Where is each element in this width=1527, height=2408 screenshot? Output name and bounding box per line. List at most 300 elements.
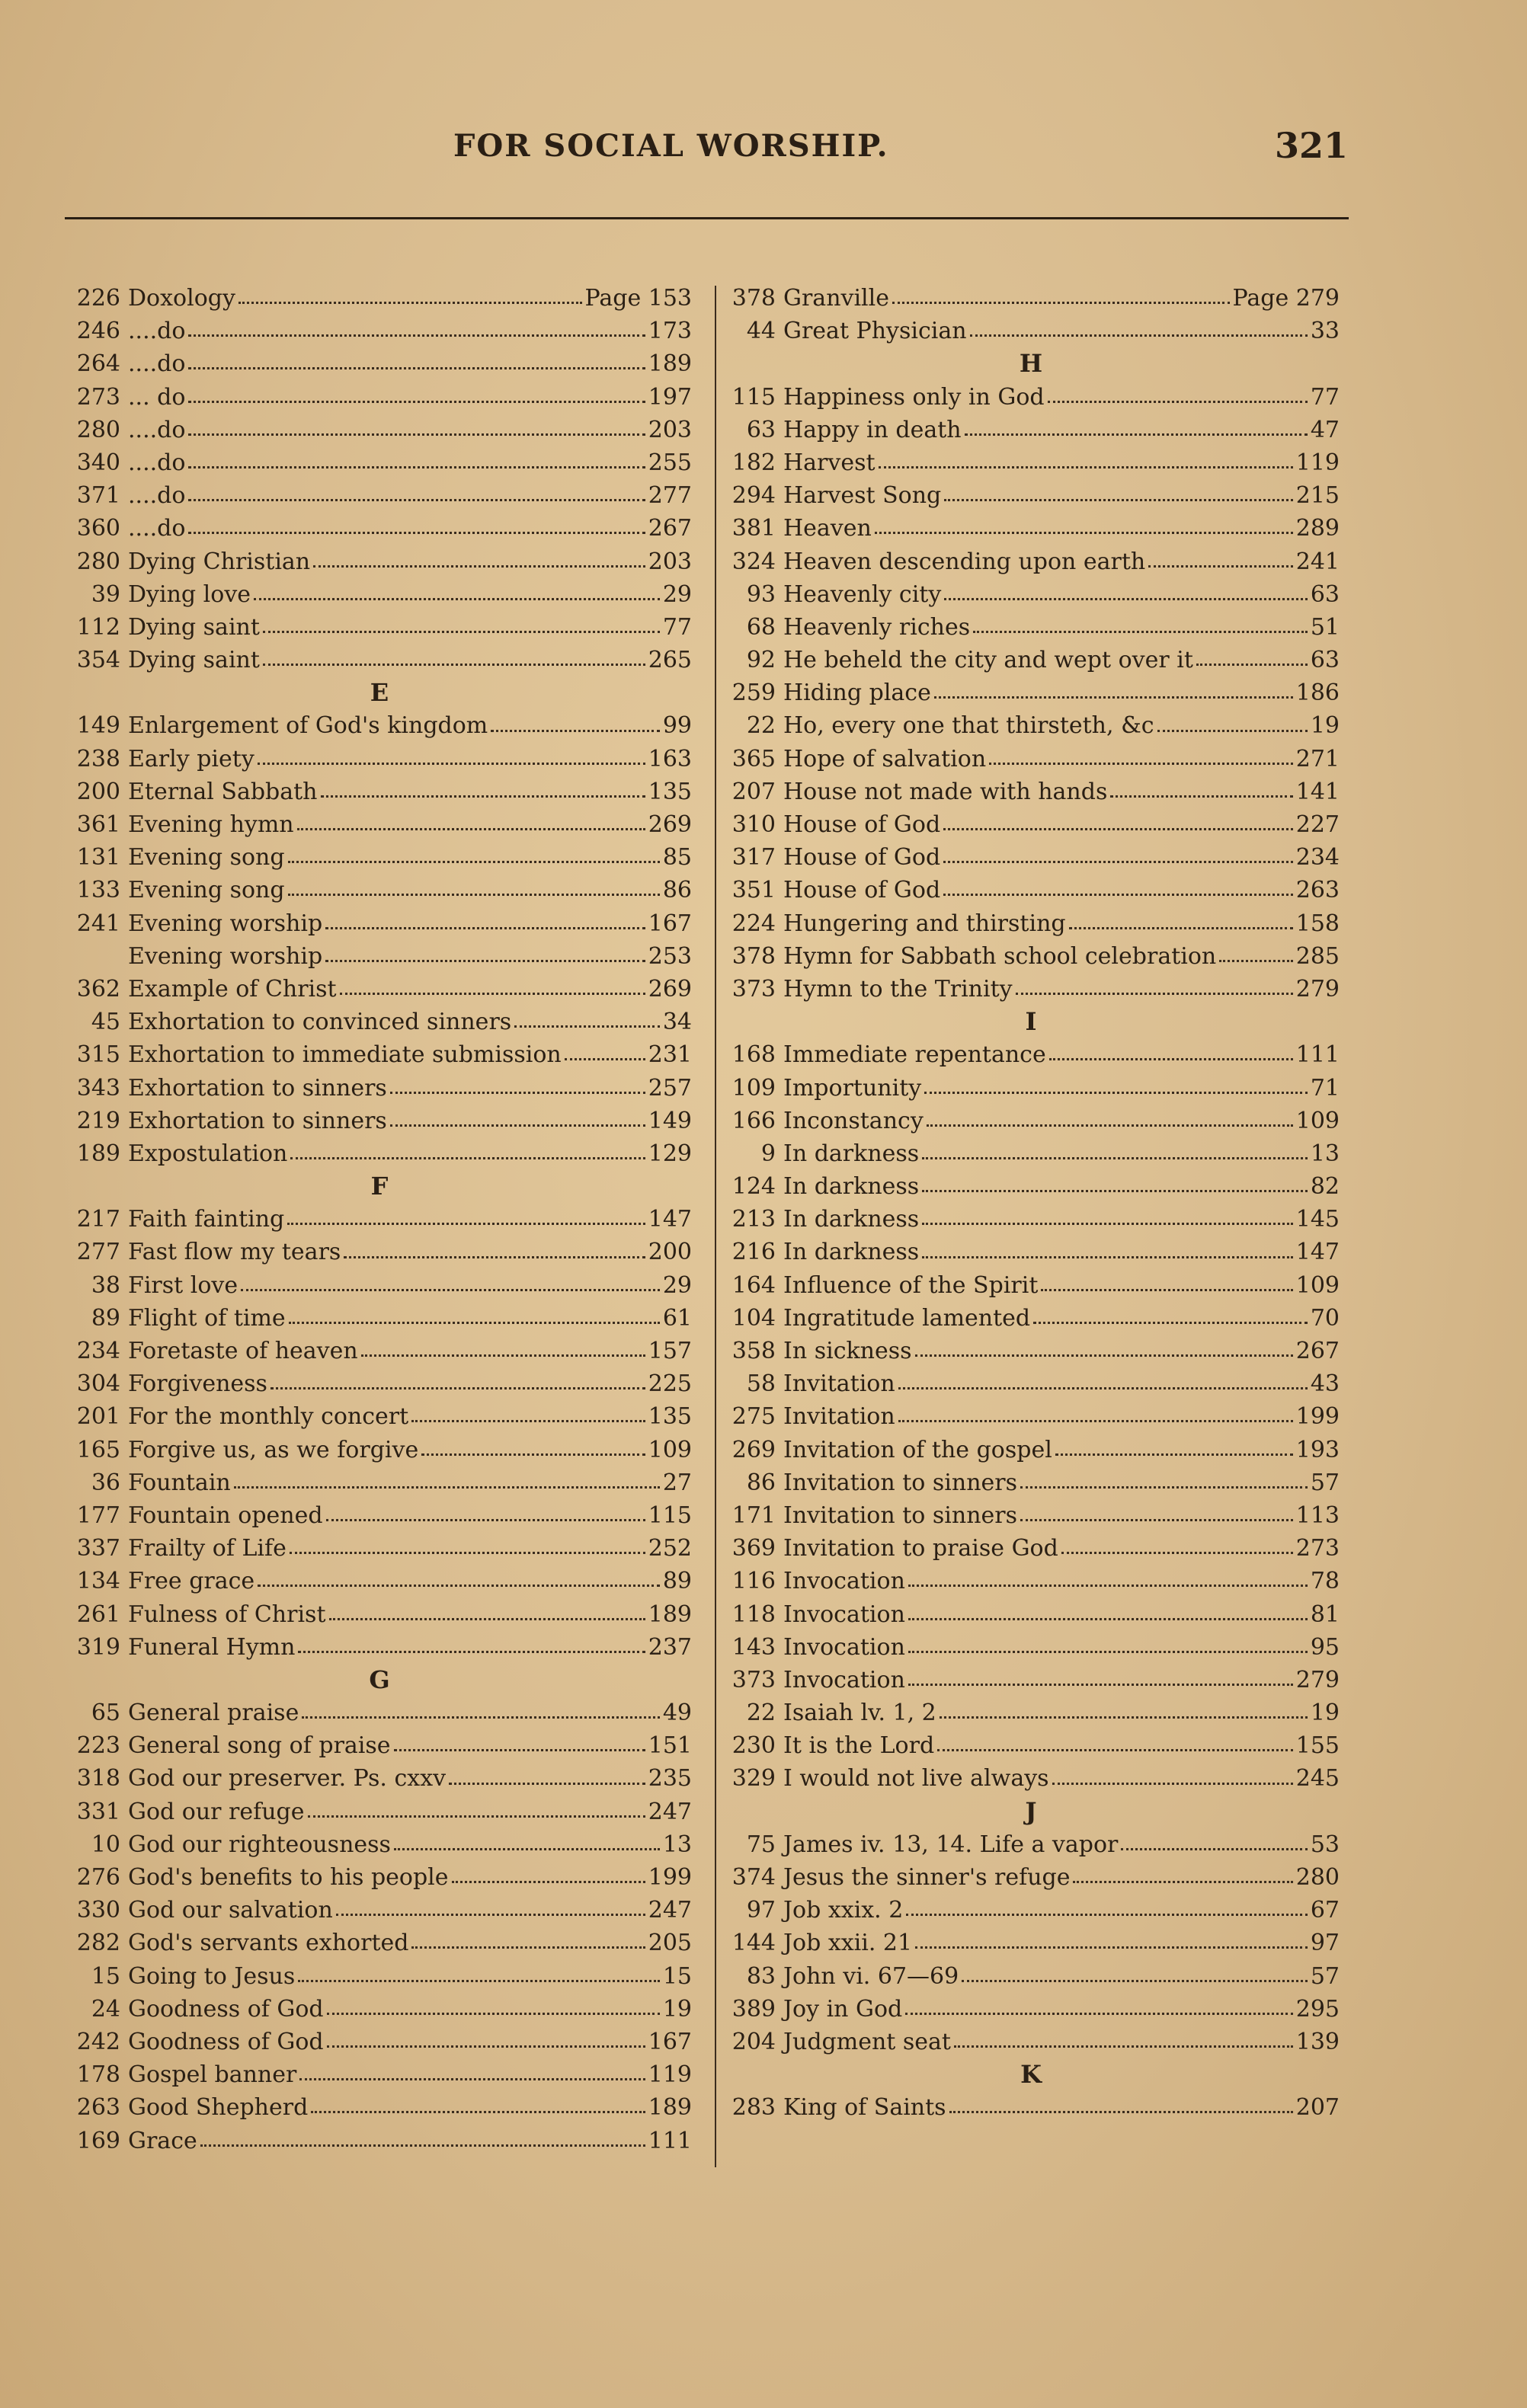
hymn-title: General praise	[128, 1700, 299, 1727]
hymn-number: 283	[731, 2094, 776, 2122]
dot-leader	[1069, 927, 1293, 929]
page-ref: 19	[1310, 712, 1340, 740]
page-ref: 29	[662, 1271, 692, 1299]
index-entry	[722, 1894, 1340, 1927]
index-entry	[722, 1434, 1340, 1466]
hymn-number: 329	[731, 1765, 776, 1792]
index-entry	[67, 1236, 692, 1268]
index-entry	[67, 1269, 692, 1302]
index-entry	[67, 940, 692, 973]
page-ref: 77	[1310, 383, 1340, 411]
hymn-title: It is the Lord	[783, 1732, 935, 1760]
dot-leader	[1041, 1289, 1292, 1291]
dot-leader	[1157, 730, 1308, 732]
section-letter: K	[1020, 2060, 1042, 2090]
index-entry	[67, 347, 692, 380]
page-number: 321	[1275, 125, 1349, 166]
hymn-title: Inconstancy	[783, 1107, 924, 1134]
hymn-number: 216	[731, 1239, 776, 1266]
dot-leader	[263, 664, 645, 666]
hymn-number: 177	[76, 1501, 120, 1529]
dot-leader	[258, 1585, 660, 1587]
page-ref: 135	[648, 1403, 692, 1431]
hymn-number: 373	[731, 975, 776, 1003]
page-ref: 82	[1310, 1173, 1340, 1201]
hymn-number: 264	[76, 350, 120, 378]
hymn-number: 58	[746, 1370, 776, 1398]
index-entry	[722, 1664, 1340, 1696]
index-entry	[67, 1335, 692, 1367]
hymn-number: 378	[731, 942, 776, 970]
dot-leader	[989, 763, 1293, 765]
hymn-title: House of God	[783, 844, 941, 871]
index-entry	[722, 743, 1340, 775]
hymn-title: Exhortation to sinners	[128, 1107, 387, 1134]
page-ref: 167	[648, 910, 692, 937]
hymn-title: Ho, every one that thirsteth, &c	[783, 712, 1154, 740]
hymn-title: John vi. 67—69	[783, 1962, 959, 1990]
hymn-number: 277	[76, 1239, 120, 1266]
dot-leader	[1219, 960, 1292, 962]
hymn-number: 318	[76, 1765, 120, 1792]
page-ref: 267	[1295, 1338, 1340, 1364]
index-entry	[722, 414, 1340, 446]
hymn-number: 315	[76, 1041, 120, 1069]
dot-leader	[288, 894, 660, 896]
dot-leader	[943, 861, 1293, 863]
hymn-title: Fountain	[128, 1469, 231, 1496]
hymn-title: Invocation	[783, 1601, 905, 1628]
hymn-number: 223	[76, 1732, 120, 1760]
hymn-title: God our salvation	[128, 1897, 333, 1924]
index-entry	[722, 940, 1340, 973]
page-ref: 245	[1295, 1765, 1340, 1792]
hymn-number: 224	[731, 910, 776, 937]
page-ref: 57	[1310, 1469, 1340, 1496]
hymn-number: 324	[731, 548, 776, 575]
dot-leader	[924, 1092, 1308, 1094]
page-ref: 13	[662, 1831, 692, 1858]
index-entry	[722, 1072, 1340, 1105]
dot-leader	[258, 763, 645, 765]
index-entry	[67, 709, 692, 742]
dot-leader	[898, 1387, 1308, 1389]
page-ref: 51	[1310, 613, 1340, 641]
page-ref: 111	[648, 2127, 692, 2154]
hymn-number: 39	[91, 580, 120, 608]
hymn-title: Hiding place	[783, 680, 931, 707]
page-ref: 27	[662, 1469, 692, 1496]
hymn-title: In darkness	[783, 1173, 920, 1201]
hymn-number: 330	[76, 1897, 120, 1924]
page-ref: 86	[662, 877, 692, 904]
index-entry	[67, 1038, 692, 1071]
hymn-number: 207	[731, 778, 776, 805]
page-ref: 53	[1310, 1831, 1340, 1858]
hymn-title: Forgiveness	[128, 1370, 267, 1398]
index-entry	[722, 545, 1340, 578]
index-entry	[67, 1105, 692, 1137]
dot-leader	[290, 1552, 645, 1554]
hymn-title: Happiness only in God	[783, 383, 1045, 411]
index-entry	[67, 1828, 692, 1861]
hymn-title: James iv. 13, 14. Life a vapor	[783, 1831, 1119, 1858]
hymn-title: Frailty of Life	[128, 1535, 287, 1562]
index-entry	[67, 775, 692, 808]
dot-leader	[943, 894, 1293, 896]
page-ref: 149	[648, 1107, 692, 1134]
dot-leader	[188, 532, 645, 534]
page-ref: 271	[1295, 745, 1340, 772]
index-entry	[722, 775, 1340, 808]
hymn-number: 9	[760, 1140, 776, 1167]
hymn-title: House of God	[783, 811, 941, 838]
hymn-number: 217	[76, 1206, 120, 1233]
index-entry	[67, 1400, 692, 1433]
hymn-number: 124	[731, 1173, 776, 1201]
dot-leader	[200, 2144, 645, 2147]
page-ref: 70	[1310, 1304, 1340, 1332]
index-entry	[722, 874, 1340, 907]
hymn-title: Doxology	[128, 285, 235, 312]
index-entry	[67, 841, 692, 874]
dot-leader	[927, 1124, 1293, 1127]
page-ref: 241	[1295, 548, 1340, 575]
page-ref: 189	[648, 2094, 692, 2122]
index-entry	[722, 1170, 1340, 1203]
index-entry	[722, 512, 1340, 545]
index-entry	[722, 1729, 1340, 1762]
index-entry	[67, 1894, 692, 1927]
running-head	[0, 125, 1527, 174]
index-entry	[722, 1367, 1340, 1400]
hymn-number: 143	[731, 1633, 776, 1661]
dot-leader	[325, 927, 645, 929]
dot-leader	[311, 2111, 645, 2113]
index-entry	[67, 1367, 692, 1400]
section-letter: I	[1025, 1007, 1037, 1037]
dot-leader	[390, 1092, 645, 1094]
dot-leader	[906, 1914, 1307, 1916]
page-ref: 189	[648, 1601, 692, 1628]
page-ref: 135	[648, 778, 692, 805]
dot-leader	[908, 1684, 1293, 1686]
page-ref: 57	[1310, 1962, 1340, 1990]
hymn-number: 166	[731, 1107, 776, 1134]
hymn-title: Fast flow my tears	[128, 1239, 341, 1266]
index-entry	[722, 907, 1340, 940]
hymn-title: Hungering and thirsting	[783, 910, 1066, 937]
hymn-number: 337	[76, 1535, 120, 1562]
page-ref: 273	[1295, 1535, 1340, 1562]
dot-leader	[298, 1980, 660, 1982]
dot-leader	[1048, 401, 1308, 403]
hymn-number: 276	[76, 1864, 120, 1891]
index-entry	[722, 381, 1340, 414]
index-entry	[67, 512, 692, 545]
dot-leader	[238, 302, 582, 304]
hymn-title: Fountain opened	[128, 1501, 323, 1529]
hymn-title: Harvest Song	[783, 482, 942, 510]
dot-leader	[234, 1486, 660, 1489]
hymn-title: Good Shepherd	[128, 2094, 309, 2122]
page-ref: 203	[648, 548, 692, 575]
hymn-number: 92	[746, 647, 776, 674]
hymn-title: ....do	[128, 416, 186, 443]
index-entry	[67, 1137, 692, 1170]
index-entry	[722, 1302, 1340, 1335]
hymn-number: 213	[731, 1206, 776, 1233]
hymn-number: 112	[76, 613, 120, 641]
hymn-title: Granville	[783, 285, 889, 312]
index-entry	[722, 446, 1340, 479]
hymn-number: 219	[76, 1107, 120, 1134]
hymn-number: 75	[746, 1831, 776, 1858]
hymn-number: 282	[76, 1930, 120, 1957]
index-entry	[722, 1828, 1340, 1861]
page-ref: 277	[648, 482, 692, 510]
hymn-number: 269	[731, 1436, 776, 1463]
index-entry	[67, 1598, 692, 1631]
hymn-number: 36	[91, 1469, 120, 1496]
page-ref: 199	[1295, 1403, 1340, 1431]
dot-leader	[313, 565, 645, 568]
hymn-title: General song of praise	[128, 1732, 391, 1760]
hymn-number: 261	[76, 1601, 120, 1628]
hymn-title: God's benefits to his people	[128, 1864, 449, 1891]
hymn-title: God our refuge	[128, 1798, 305, 1825]
dot-leader	[954, 2045, 1293, 2048]
page-ref: 267	[648, 515, 692, 542]
page-ref: 29	[662, 580, 692, 608]
dot-leader	[188, 499, 645, 501]
index-entry	[722, 1400, 1340, 1433]
hymn-number: 362	[76, 975, 120, 1003]
index-entry	[67, 578, 692, 611]
hymn-title: ....do	[128, 515, 186, 542]
page-ref: 247	[648, 1897, 692, 1924]
page-ref: 247	[648, 1798, 692, 1825]
index-entry	[67, 282, 692, 315]
hymn-title: In darkness	[783, 1206, 920, 1233]
dot-leader	[922, 1190, 1308, 1192]
page-ref: 237	[648, 1633, 692, 1661]
index-entry	[722, 611, 1340, 644]
hymn-title: Evening song	[128, 877, 285, 904]
hymn-number: 234	[76, 1338, 120, 1364]
dot-leader	[288, 861, 660, 863]
hymn-number: 373	[731, 1666, 776, 1693]
page-ref: 43	[1310, 1370, 1340, 1398]
dot-leader	[327, 2045, 645, 2048]
hymn-number: 273	[76, 383, 120, 411]
hymn-number: 200	[76, 778, 120, 805]
dot-leader	[188, 334, 645, 337]
hymn-number: 361	[76, 811, 120, 838]
hymn-title: Importunity	[783, 1074, 922, 1102]
hymn-number: 24	[91, 1995, 120, 2023]
dot-leader	[325, 960, 645, 962]
page-ref: 263	[1295, 877, 1340, 904]
hymn-number: 65	[91, 1700, 120, 1727]
index-entry	[722, 1927, 1340, 1959]
hymn-title: Faith fainting	[128, 1206, 285, 1233]
page-ref: 167	[648, 2028, 692, 2055]
page-ref: Page 279	[1232, 285, 1340, 312]
hymn-title: Example of Christ	[128, 975, 337, 1003]
index-entry	[722, 1532, 1340, 1565]
hymn-title: Harvest	[783, 449, 876, 476]
index-entry	[722, 1960, 1340, 1993]
index-entry	[722, 1335, 1340, 1367]
index-entry	[67, 414, 692, 446]
page-ref: 99	[662, 712, 692, 740]
hymn-title: Foretaste of heaven	[128, 1338, 358, 1364]
index-column-left	[67, 282, 692, 2157]
hymn-title: God our righteousness	[128, 1831, 391, 1858]
dot-leader	[944, 598, 1308, 600]
dot-leader	[1061, 1552, 1293, 1554]
header-rule	[65, 217, 1349, 219]
page-ref: 63	[1310, 647, 1340, 674]
dot-leader	[922, 1223, 1293, 1225]
index-entry	[722, 644, 1340, 676]
hymn-title: Invitation to sinners	[783, 1469, 1018, 1496]
page-ref: 19	[1310, 1700, 1340, 1727]
hymn-title: Judgment seat	[783, 2028, 951, 2055]
page-ref: 225	[648, 1370, 692, 1398]
hymn-number: 144	[731, 1930, 776, 1957]
dot-leader	[1020, 1486, 1308, 1489]
page-ref: 197	[648, 383, 692, 411]
hymn-number: 89	[91, 1304, 120, 1332]
hymn-title: Invitation	[783, 1370, 895, 1398]
index-entry	[67, 315, 692, 347]
hymn-title: Free grace	[128, 1568, 255, 1595]
hymn-title: He beheld the city and wept over it	[783, 647, 1193, 674]
index-entry	[722, 2026, 1340, 2058]
index-entry	[67, 446, 692, 479]
index-entry	[722, 578, 1340, 611]
dot-leader	[565, 1058, 645, 1060]
index-entry	[722, 709, 1340, 742]
dot-leader	[321, 795, 645, 798]
dot-leader	[188, 466, 645, 468]
column-divider	[715, 286, 716, 2167]
hymn-title: Funeral Hymn	[128, 1633, 296, 1661]
hymn-number: 165	[76, 1436, 120, 1463]
hymn-number: 116	[731, 1568, 776, 1595]
page-ref: 34	[662, 1009, 692, 1036]
page-ref: 115	[648, 1501, 692, 1529]
hymn-number: 164	[731, 1271, 776, 1299]
page-ref: 141	[1295, 778, 1340, 805]
hymn-title: House not made with hands	[783, 778, 1108, 805]
index-entry	[722, 808, 1340, 841]
dot-leader	[290, 1157, 645, 1159]
index-entry	[67, 2091, 692, 2124]
hymn-number: 104	[731, 1304, 776, 1332]
page-ref: 109	[1295, 1107, 1340, 1134]
index-entry	[67, 1762, 692, 1795]
hymn-title: First love	[128, 1271, 238, 1299]
index-entry	[722, 1105, 1340, 1137]
index-entry	[67, 1729, 692, 1762]
hymn-number: 22	[746, 1700, 776, 1727]
index-entry	[722, 1466, 1340, 1499]
page-ref: 85	[662, 844, 692, 871]
index-entry	[67, 1006, 692, 1038]
hymn-number: 10	[91, 1831, 120, 1858]
hymn-title: In darkness	[783, 1140, 920, 1167]
index-entry	[67, 381, 692, 414]
hymn-title: Influence of the Spirit	[783, 1271, 1039, 1299]
hymn-title: I would not live always	[783, 1765, 1049, 1792]
dot-leader	[514, 1025, 660, 1028]
page-ref: 145	[1295, 1206, 1340, 1233]
dot-leader	[188, 401, 645, 403]
page-ref: 95	[1310, 1633, 1340, 1661]
hymn-number: 263	[76, 2094, 120, 2122]
hymn-title: ... do	[128, 383, 186, 411]
page-ref: 147	[648, 1206, 692, 1233]
hymn-number: 226	[76, 285, 120, 312]
index-entry	[722, 1696, 1340, 1729]
hymn-title: Job xxix. 2	[783, 1897, 904, 1924]
hymn-number: 343	[76, 1074, 120, 1102]
dot-leader	[287, 1223, 645, 1225]
section-letter: G	[369, 1664, 390, 1694]
hymn-number: 168	[731, 1041, 776, 1069]
page-ref: 15	[662, 1962, 692, 1990]
hymn-title: Goodness of God	[128, 1995, 324, 2023]
dot-leader	[934, 696, 1293, 699]
hymn-number: 242	[76, 2028, 120, 2055]
hymn-number: 97	[746, 1897, 776, 1924]
index-entry	[67, 1565, 692, 1597]
dot-leader	[922, 1157, 1308, 1159]
dot-leader	[973, 631, 1308, 633]
hymn-number: 182	[731, 449, 776, 476]
hymn-title: Invitation to praise God	[783, 1535, 1058, 1562]
hymn-number: 45	[91, 1009, 120, 1036]
hymn-title: Heavenly city	[783, 580, 942, 608]
index-entry	[722, 1598, 1340, 1631]
page-ref: 215	[1295, 482, 1340, 510]
hymn-title: Forgive us, as we forgive	[128, 1436, 419, 1463]
page-ref: 203	[648, 416, 692, 443]
hymn-title: Enlargement of God's kingdom	[128, 712, 488, 740]
dot-leader	[962, 1980, 1308, 1982]
page-ref: 13	[1310, 1140, 1340, 1167]
hymn-number: 319	[76, 1633, 120, 1661]
hymn-title: Invocation	[783, 1633, 905, 1661]
hymn-number: 115	[731, 383, 776, 411]
dot-leader	[875, 532, 1293, 534]
index-entry	[67, 874, 692, 907]
dot-leader	[298, 1651, 645, 1653]
hymn-title: Evening hymn	[128, 811, 294, 838]
hymn-number: 238	[76, 745, 120, 772]
hymn-title: Invitation to sinners	[783, 1501, 1018, 1529]
page-ref: 163	[648, 745, 692, 772]
hymn-title: Exhortation to convinced sinners	[128, 1009, 512, 1036]
hymn-title: House of God	[783, 877, 941, 904]
page-ref: 19	[662, 1995, 692, 2023]
page-ref: 97	[1310, 1930, 1340, 1957]
dot-leader	[908, 1618, 1308, 1620]
hymn-title: God's servants exhorted	[128, 1930, 409, 1957]
